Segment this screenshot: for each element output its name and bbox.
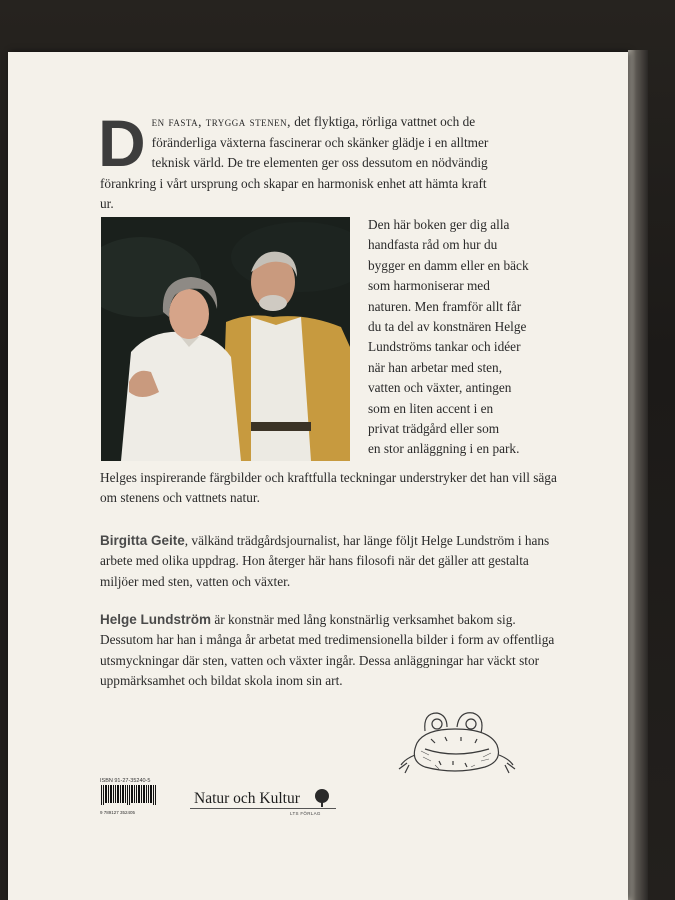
publisher-subtitle: LTS FÖRLAG bbox=[290, 811, 321, 816]
right-column-text bbox=[368, 215, 568, 460]
author1-paragraph bbox=[100, 531, 570, 592]
right-line: naturen. Men framför allt får bbox=[368, 298, 522, 314]
author2-name: Helge Lundström bbox=[100, 612, 212, 627]
publisher-name: Natur och Kultur bbox=[194, 790, 300, 807]
intro-text: det flyktiga, rörliga vattnet och de föränderliga växterna fascinerar och skänker glädje i en alltmer teknisk värld. De tre elementen ger oss dessutom en nödvändig förankring i vårt ursprung och skapar en harmonisk enhet att hämta kraft ur. bbox=[100, 114, 489, 211]
right-line: som en liten accent i en bbox=[368, 400, 494, 416]
right-line: Den här boken ger dig alla bbox=[368, 217, 510, 232]
book-spine-edge bbox=[628, 50, 648, 900]
right-line: när han arbetar med sten, bbox=[368, 359, 503, 375]
frog-drawing-icon bbox=[395, 703, 520, 775]
intro-paragraph bbox=[98, 106, 500, 215]
right-line: som harmoniserar med bbox=[368, 278, 490, 294]
right-line: handfasta råd om hur du bbox=[368, 237, 498, 253]
drop-cap: D bbox=[98, 106, 146, 180]
author2-paragraph bbox=[100, 610, 570, 692]
barcode bbox=[100, 778, 156, 816]
right-line: vatten och växter, antingen bbox=[368, 380, 512, 396]
author2-text: är konstnär med lång konstnärlig verksamhet bakom sig. Dessutom har han i många år arbetat med tredimensionella bilder i form av offentliga utsmyckningar där sten, vatten och växter ingår. Dessa anläggningar har väckt stor uppmärksamhet och bildat skola inom sin art. bbox=[100, 612, 555, 689]
publisher-logo bbox=[190, 790, 340, 822]
barcode-bars bbox=[100, 785, 156, 805]
right-line: en stor anläggning i en park. bbox=[368, 441, 520, 457]
right-line: privat trädgård eller som bbox=[368, 421, 500, 437]
publisher-underline bbox=[190, 808, 336, 809]
tree-logo-icon bbox=[311, 788, 333, 808]
helges-paragraph: Helges inspirerande färgbilder och kraftfulla teckningar understryker det han vill säga om stenens och vattnets natur. bbox=[100, 470, 557, 506]
barcode-number: 9 789127 352405 bbox=[100, 810, 136, 815]
author1-name: Birgitta Geite bbox=[100, 533, 185, 548]
author-photo bbox=[101, 217, 350, 461]
author1-text: , välkänd trädgårdsjournalist, har länge följt Helge Lundström i hans arbete med olika uppdrag. Hon återger här hans filosofi när det gäller att gestalta miljöer med sten, vatten och växter. bbox=[100, 533, 550, 589]
intro-lead: en fasta, trygga stenen, bbox=[151, 114, 291, 129]
author-photo-illustration bbox=[101, 217, 350, 461]
right-line: du ta del av konstnären Helge bbox=[368, 319, 527, 335]
right-line: Lundströms tankar och idéer bbox=[368, 339, 521, 355]
right-line: bygger en damm eller en bäck bbox=[368, 257, 529, 273]
isbn-label: ISBN 91-27-35240-5 bbox=[100, 778, 151, 784]
